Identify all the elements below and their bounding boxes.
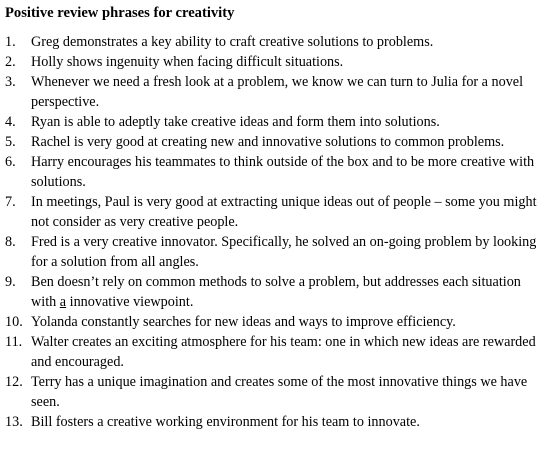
list-item-number: 8. [5,234,16,250]
list-item-number: 1. [5,34,16,50]
list-item [0,412,542,432]
list-item [0,32,542,52]
list-item-text: Bill fosters a creative working environment for his team to innovate. [31,414,420,430]
list-item [0,272,542,312]
list-item [0,192,542,232]
list-item [0,372,542,412]
list-item [0,132,542,152]
list-item-number: 13. [5,414,23,430]
list-item-number: 10. [5,314,23,330]
list-item-text: Rachel is very good at creating new and innovative solutions to common problems. [31,134,505,150]
list-item-text: Terry has a unique imagination and creates some of the most innovative things we have seen. [31,374,528,410]
list-item-number: 2. [5,54,16,70]
list-item-text: Walter creates an exciting atmosphere for his team: one in which new ideas are rewarded and encouraged. [31,334,536,370]
phrase-list [0,32,542,432]
list-item-number: 12. [5,374,23,390]
list-item [0,232,542,272]
spellcheck-underlined-word: a [59,294,67,310]
list-item-text [31,274,521,310]
document-title: Positive review phrases for creativity [5,5,235,21]
list-item [0,152,542,192]
list-item-number: 3. [5,74,16,90]
list-item-text: Ryan is able to adeptly take creative ideas and form them into solutions. [31,114,440,130]
list-item-text: Greg demonstrates a key ability to craft creative solutions to problems. [31,34,434,50]
list-item [0,112,542,132]
list-item [0,72,542,112]
list-item-text: Whenever we need a fresh look at a problem, we know we can turn to Julia for a novel perspective. [31,74,524,110]
list-item-number: 7. [5,194,16,210]
list-item [0,52,542,72]
list-item-text: Fred is a very creative innovator. Specifically, he solved an on-going problem by looking for a solution from all angles. [31,234,537,270]
list-item [0,312,542,332]
list-item-number: 4. [5,114,16,130]
list-item-number: 5. [5,134,16,150]
list-item-text: In meetings, Paul is very good at extracting unique ideas out of people – some you might not consider as very creative people. [31,194,537,230]
list-item-text: Holly shows ingenuity when facing difficult situations. [31,54,344,70]
list-item-number: 11. [5,334,23,350]
list-item-text-after: innovative viewpoint. [66,294,194,310]
list-item-text: Harry encourages his teammates to think outside of the box and to be more creative with solutions. [31,154,535,190]
list-item-number: 9. [5,274,16,290]
list-item-text-before: Ben doesn’t rely on common methods to solve a problem, but addresses each situation with [31,274,521,310]
list-item-text: Yolanda constantly searches for new ideas and ways to improve efficiency. [31,314,456,330]
list-item [0,332,542,372]
list-item-number: 6. [5,154,16,170]
